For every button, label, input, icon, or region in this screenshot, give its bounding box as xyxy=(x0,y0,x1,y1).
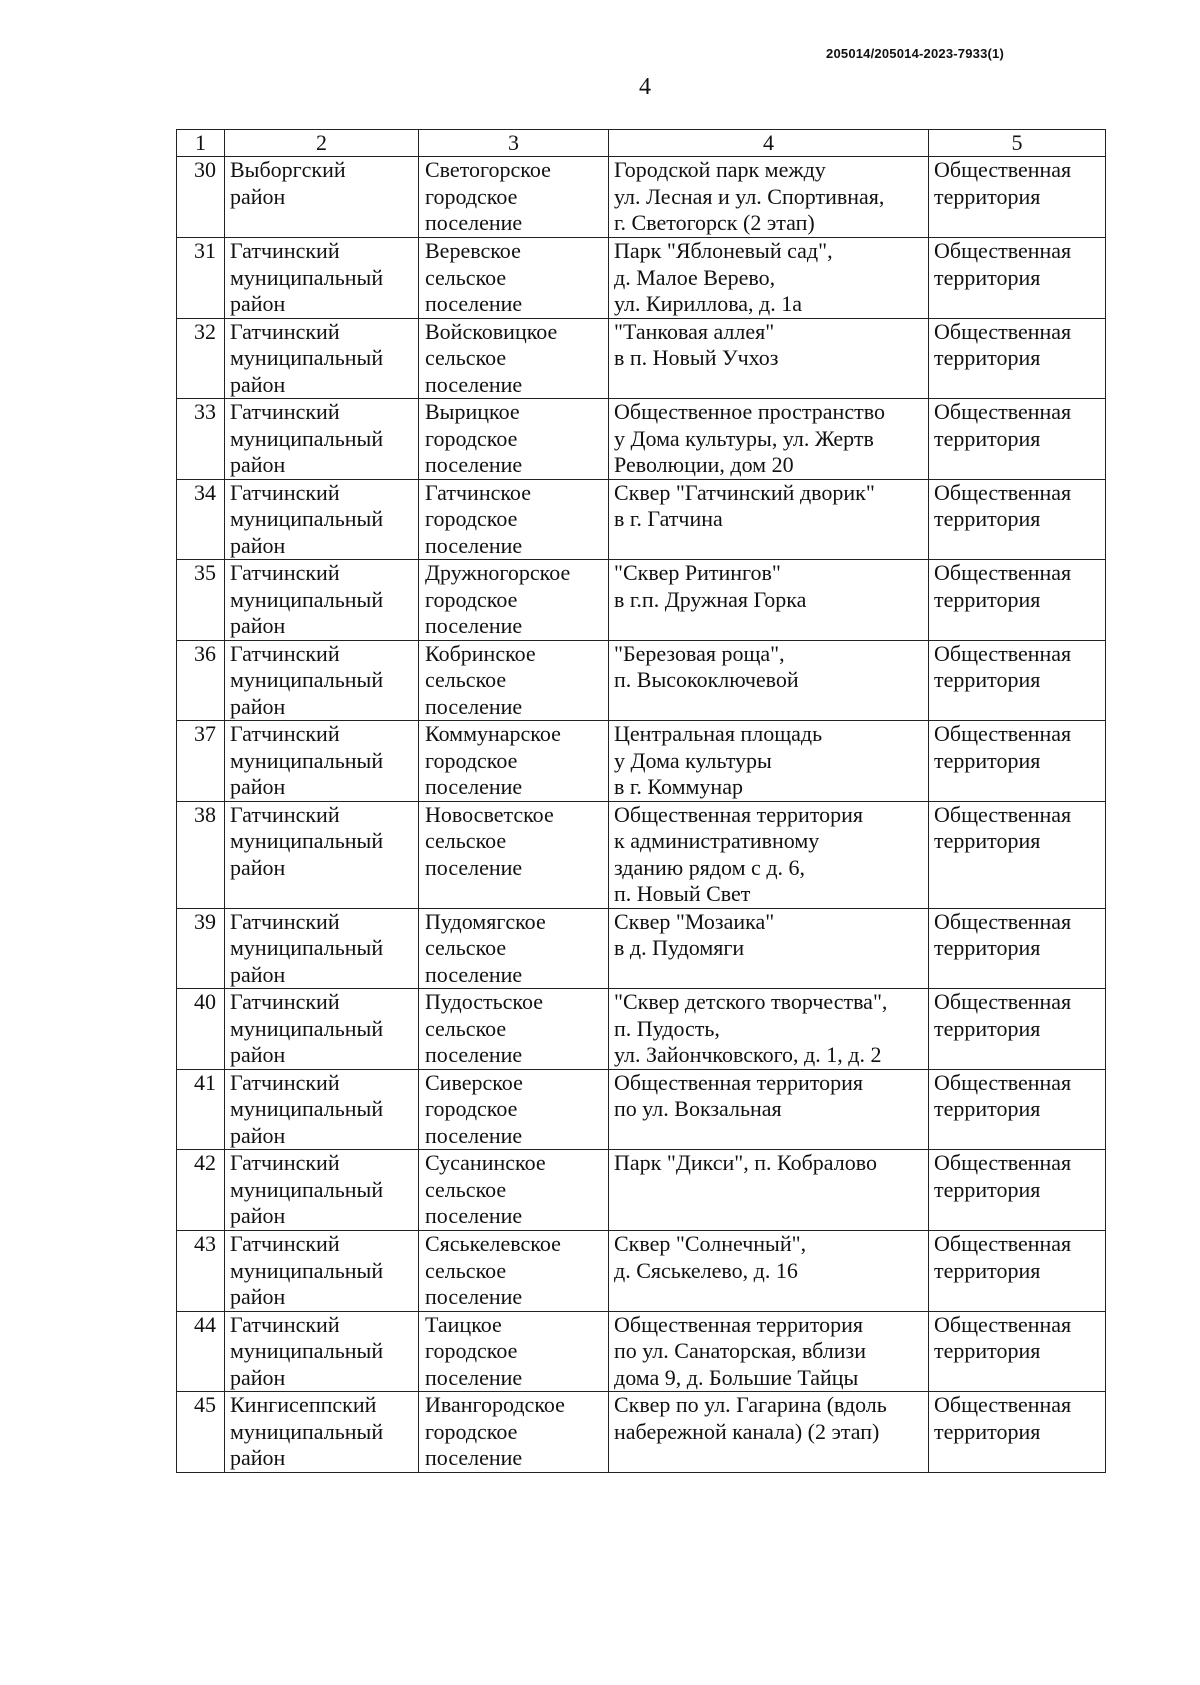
type-cell xyxy=(929,721,1106,802)
type-cell xyxy=(929,1150,1106,1231)
object-cell xyxy=(609,801,929,908)
type-cell xyxy=(929,1311,1106,1392)
object-cell xyxy=(609,1150,929,1231)
settlement-cell xyxy=(419,318,609,399)
row-number xyxy=(177,1069,225,1150)
column-header-4: 4 xyxy=(609,130,929,157)
district-cell-text: Гатчинский муниципальный район xyxy=(230,238,384,316)
type-cell xyxy=(929,560,1106,641)
row-number xyxy=(177,479,225,560)
district-cell-text: Кингисеппский муниципальный район xyxy=(230,1392,384,1470)
settlement-cell-text: Новосветское сельское поселение xyxy=(425,801,554,880)
settlement-cell xyxy=(419,640,609,721)
type-cell-text: Общественная территория xyxy=(934,1392,1072,1444)
table-row xyxy=(177,318,1106,399)
settlement-cell-text: Ивангородское городское поселение xyxy=(425,1392,565,1470)
district-cell-text: Гатчинский муниципальный район xyxy=(230,560,384,638)
settlement-cell xyxy=(419,1069,609,1150)
table-row xyxy=(177,1392,1106,1473)
settlement-cell-text: Сусанинское сельское поселение xyxy=(425,1150,546,1228)
header-row xyxy=(177,130,1106,157)
object-cell xyxy=(609,560,929,641)
row-number xyxy=(177,318,225,399)
object-cell xyxy=(609,157,929,238)
settlement-cell xyxy=(419,479,609,560)
table-row xyxy=(177,1231,1106,1312)
type-cell xyxy=(929,318,1106,399)
row-number-text: 36 xyxy=(194,640,216,666)
object-cell xyxy=(609,721,929,802)
district-cell xyxy=(225,157,419,238)
object-cell-text: Сквер "Гатчинский дворик" в г. Гатчина xyxy=(614,479,875,531)
district-cell-text: Гатчинский муниципальный район xyxy=(230,399,384,477)
type-cell xyxy=(929,989,1106,1070)
row-number-text: 42 xyxy=(194,1150,216,1175)
column-header-2: 2 xyxy=(225,130,419,157)
type-cell-text: Общественная территория xyxy=(934,1069,1072,1121)
district-cell xyxy=(225,1231,419,1312)
row-number xyxy=(177,640,225,721)
object-cell-text: Сквер по ул. Гагарина (вдоль набережной канала) (2 этап) xyxy=(614,1392,887,1444)
object-cell-text: "Сквер Ритингов" в г.п. Дружная Горка xyxy=(614,560,807,612)
table-row xyxy=(177,1311,1106,1392)
type-cell xyxy=(929,1392,1106,1473)
row-number xyxy=(177,399,225,480)
district-cell xyxy=(225,399,419,480)
settlement-cell xyxy=(419,1150,609,1231)
type-cell-text: Общественная территория xyxy=(934,399,1072,451)
district-cell-text: Гатчинский муниципальный район xyxy=(230,1231,384,1309)
settlement-cell-text: Пудостьское сельское поселение xyxy=(425,989,544,1067)
settlement-cell-text: Таицкое городское поселение xyxy=(425,1311,523,1390)
object-cell xyxy=(609,640,929,721)
district-cell-text: Выборгский район xyxy=(230,157,346,209)
object-cell-text: "Березовая роща", п. Высокоключевой xyxy=(614,640,799,692)
district-cell xyxy=(225,238,419,319)
district-cell xyxy=(225,318,419,399)
object-cell xyxy=(609,1311,929,1392)
district-cell-text: Гатчинский муниципальный район xyxy=(230,989,384,1067)
table-row xyxy=(177,640,1106,721)
type-cell xyxy=(929,640,1106,721)
settlement-cell-text: Светогорское городское поселение xyxy=(425,157,551,235)
row-number-text: 40 xyxy=(194,989,216,1014)
table-header xyxy=(177,130,1106,157)
object-cell-text: Общественное пространство у Дома культуры, ул. Жертв Революции, дом 20 xyxy=(614,399,885,477)
district-cell xyxy=(225,801,419,908)
object-cell-text: Центральная площадь у Дома культуры в г. Коммунар xyxy=(614,721,823,799)
table-row xyxy=(177,157,1106,238)
table-row xyxy=(177,238,1106,319)
settlement-cell xyxy=(419,908,609,989)
type-cell-text: Общественная территория xyxy=(934,479,1072,531)
district-cell-text: Гатчинский муниципальный район xyxy=(230,908,384,987)
table-row xyxy=(177,399,1106,480)
district-cell xyxy=(225,1069,419,1150)
type-cell-text: Общественная территория xyxy=(934,318,1072,370)
district-cell xyxy=(225,721,419,802)
row-number xyxy=(177,908,225,989)
object-cell-text: Парк "Яблоневый сад", д. Малое Верево, ул. Кириллова, д. 1а xyxy=(614,238,833,316)
district-cell xyxy=(225,989,419,1070)
settlement-cell xyxy=(419,238,609,319)
object-cell-text: "Танковая аллея" в п. Новый Учхоз xyxy=(614,318,779,370)
row-number xyxy=(177,1231,225,1312)
settlement-cell-text: Дружногорское городское поселение xyxy=(425,560,571,638)
type-cell xyxy=(929,157,1106,238)
row-number-text: 38 xyxy=(194,801,216,827)
type-cell-text: Общественная территория xyxy=(934,157,1072,209)
type-cell xyxy=(929,479,1106,560)
district-cell-text: Гатчинский муниципальный район xyxy=(230,721,384,799)
object-cell xyxy=(609,1392,929,1473)
row-number-text: 30 xyxy=(194,157,216,182)
type-cell-text: Общественная территория xyxy=(934,1311,1072,1363)
object-cell xyxy=(609,989,929,1070)
column-header-5: 5 xyxy=(929,130,1106,157)
table-row xyxy=(177,1150,1106,1231)
object-cell xyxy=(609,318,929,399)
district-cell xyxy=(225,1392,419,1473)
row-number-text: 41 xyxy=(194,1069,216,1095)
type-cell xyxy=(929,1231,1106,1312)
district-cell xyxy=(225,640,419,721)
district-cell-text: Гатчинский муниципальный район xyxy=(230,801,384,880)
row-number-text: 33 xyxy=(194,399,216,424)
district-cell-text: Гатчинский муниципальный район xyxy=(230,318,384,397)
row-number-text: 44 xyxy=(194,1311,216,1337)
object-cell-text: Общественная территория по ул. Вокзальная xyxy=(614,1069,864,1121)
settlement-cell xyxy=(419,801,609,908)
settlement-cell-text: Вырицкое городское поселение xyxy=(425,399,523,477)
table-row xyxy=(177,908,1106,989)
row-number xyxy=(177,157,225,238)
page-number: 4 xyxy=(639,74,651,100)
settlement-cell-text: Веревское сельское поселение xyxy=(425,238,523,316)
object-cell-text: Сквер "Солнечный", д. Сяськелево, д. 16 xyxy=(614,1231,807,1283)
table-body xyxy=(177,157,1106,1473)
type-cell-text: Общественная территория xyxy=(934,560,1072,612)
settlement-cell xyxy=(419,157,609,238)
row-number xyxy=(177,238,225,319)
type-cell-text: Общественная территория xyxy=(934,1231,1072,1283)
row-number-text: 35 xyxy=(194,560,216,585)
settlement-cell xyxy=(419,1392,609,1473)
column-header-1: 1 xyxy=(177,130,225,157)
document-id: 205014/205014-2023-7933(1) xyxy=(826,46,1004,61)
type-cell-text: Общественная территория xyxy=(934,908,1072,960)
district-cell-text: Гатчинский муниципальный район xyxy=(230,479,384,558)
type-cell xyxy=(929,238,1106,319)
object-cell xyxy=(609,399,929,480)
table-row xyxy=(177,560,1106,641)
settlement-cell-text: Кобринское сельское поселение xyxy=(425,640,536,719)
type-cell-text: Общественная территория xyxy=(934,801,1072,853)
type-cell-text: Общественная территория xyxy=(934,721,1072,773)
district-cell xyxy=(225,479,419,560)
row-number xyxy=(177,1311,225,1392)
type-cell xyxy=(929,908,1106,989)
district-cell xyxy=(225,560,419,641)
row-number xyxy=(177,801,225,908)
type-cell-text: Общественная территория xyxy=(934,989,1072,1041)
settlement-cell-text: Коммунарское городское поселение xyxy=(425,721,561,799)
settlement-cell-text: Сиверское городское поселение xyxy=(425,1069,523,1148)
object-cell xyxy=(609,1231,929,1312)
row-number xyxy=(177,1392,225,1473)
type-cell xyxy=(929,801,1106,908)
row-number-text: 37 xyxy=(194,721,216,746)
settlement-cell-text: Сяськелевское сельское поселение xyxy=(425,1231,561,1309)
row-number-text: 45 xyxy=(194,1392,216,1417)
object-cell-text: "Сквер детского творчества", п. Пудость, ул. Зайончковского, д. 1, д. 2 xyxy=(614,989,888,1067)
object-cell-text: Сквер "Мозаика" в д. Пудомяги xyxy=(614,908,775,960)
settlement-cell-text: Войсковицкое сельское поселение xyxy=(425,318,558,397)
object-cell-text: Общественная территория по ул. Санаторская, вблизи дома 9, д. Большие Тайцы xyxy=(614,1311,866,1390)
district-cell-text: Гатчинский муниципальный район xyxy=(230,640,384,719)
row-number-text: 39 xyxy=(194,908,216,934)
objects-table xyxy=(176,129,1106,1473)
type-cell-text: Общественная территория xyxy=(934,1150,1072,1202)
district-cell xyxy=(225,908,419,989)
type-cell xyxy=(929,1069,1106,1150)
district-cell xyxy=(225,1311,419,1392)
type-cell-text: Общественная территория xyxy=(934,238,1072,290)
district-cell-text: Гатчинский муниципальный район xyxy=(230,1311,384,1390)
object-cell-text: Городской парк между ул. Лесная и ул. Спортивная, г. Светогорск (2 этап) xyxy=(614,157,885,235)
row-number-text: 31 xyxy=(194,238,216,263)
row-number xyxy=(177,560,225,641)
settlement-cell-text: Пудомягское сельское поселение xyxy=(425,908,546,987)
object-cell-text: Парк "Дикси", п. Кобралово xyxy=(614,1150,877,1175)
district-cell xyxy=(225,1150,419,1231)
settlement-cell xyxy=(419,1231,609,1312)
object-cell xyxy=(609,1069,929,1150)
district-cell-text: Гатчинский муниципальный район xyxy=(230,1150,384,1228)
district-cell-text: Гатчинский муниципальный район xyxy=(230,1069,384,1148)
row-number xyxy=(177,1150,225,1231)
row-number xyxy=(177,989,225,1070)
settlement-cell xyxy=(419,1311,609,1392)
object-cell xyxy=(609,479,929,560)
table-row xyxy=(177,801,1106,908)
table-row xyxy=(177,479,1106,560)
settlement-cell xyxy=(419,399,609,480)
table-row xyxy=(177,721,1106,802)
row-number-text: 43 xyxy=(194,1231,216,1256)
settlement-cell xyxy=(419,989,609,1070)
object-cell xyxy=(609,908,929,989)
settlement-cell-text: Гатчинское городское поселение xyxy=(425,479,531,558)
type-cell-text: Общественная территория xyxy=(934,640,1072,692)
row-number-text: 34 xyxy=(194,479,216,505)
row-number xyxy=(177,721,225,802)
type-cell xyxy=(929,399,1106,480)
settlement-cell xyxy=(419,560,609,641)
settlement-cell xyxy=(419,721,609,802)
row-number-text: 32 xyxy=(194,318,216,344)
table-row xyxy=(177,1069,1106,1150)
object-cell xyxy=(609,238,929,319)
object-cell-text: Общественная территория к административному зданию рядом с д. 6, п. Новый Свет xyxy=(614,801,864,906)
table-row xyxy=(177,989,1106,1070)
column-header-3: 3 xyxy=(419,130,609,157)
